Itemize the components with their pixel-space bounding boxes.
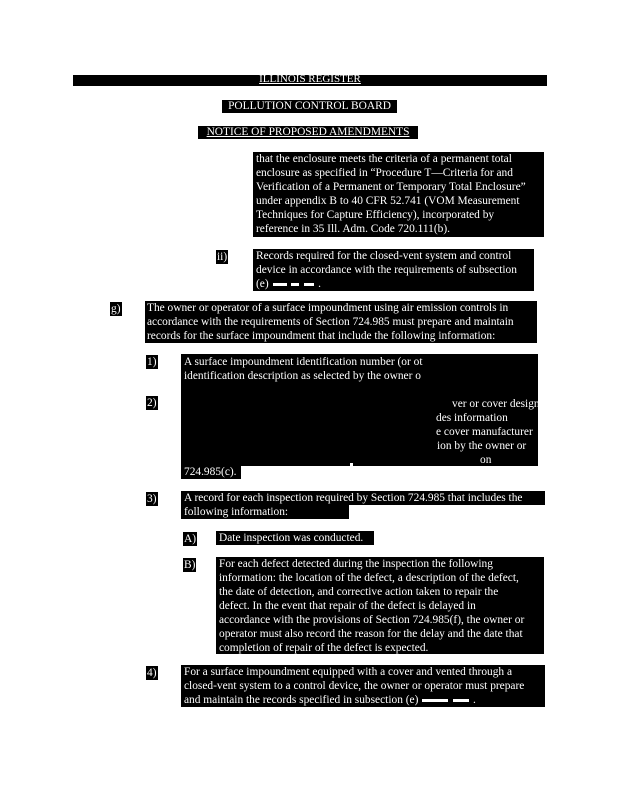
top-paragraph-line: enclosure as specified in “Procedure T—Criteria for and (256, 167, 513, 179)
redacted-mark (422, 699, 448, 702)
scan-speck (350, 463, 353, 466)
item-1-label: 1) (147, 356, 157, 368)
item-2-fragment: on (480, 454, 492, 466)
item-g-label: g) (111, 303, 121, 315)
redacted-mark (453, 699, 469, 702)
redacted-mark (273, 283, 287, 286)
item-A-label: A) (184, 533, 197, 545)
item-2-fragment: des information (436, 412, 508, 424)
register-title: ILLINOIS REGISTER (259, 73, 361, 85)
item-B-line: the date of detection, and corrective action taken to repair the (219, 586, 499, 598)
item-4-line: For a surface impoundment equipped with a cover and vented through a (184, 666, 513, 678)
item-B-line: completion of repair of the defect is expected. (219, 642, 429, 654)
item-1-line: identification description as selected by the owner o (184, 370, 421, 382)
item-g-line: The owner or operator of a surface impoundment using air emission controls in (147, 302, 509, 314)
item-B-line: information: the location of the defect, a description of the defect, (219, 572, 519, 584)
item-ii-ref: (e) (256, 278, 269, 290)
redacted-mark (304, 283, 314, 286)
item-g-line: accordance with the requirements of Section 724.985 must prepare and maintain (147, 316, 514, 328)
item-B-line: accordance with the provisions of Section 724.985(f), the owner or (219, 614, 525, 626)
item-A-text: Date inspection was conducted. (219, 532, 364, 544)
item-2-fragment: ver or cover design, (452, 398, 543, 410)
top-paragraph-line: Techniques for Capture Efficiency), incorporated by (256, 209, 495, 221)
top-paragraph-line: reference in 35 Ill. Adm. Code 720.111(b). (256, 223, 451, 235)
item-ii-tail: . (318, 278, 321, 290)
item-4-tail: . (472, 694, 476, 706)
item-4-line-last (184, 693, 476, 707)
item-ii-line: Records required for the closed-vent system and control (256, 250, 512, 262)
item-3-line: A record for each inspection required by Section 724.985 that includes the (184, 492, 523, 504)
item-B-line: For each defect detected during the inspection the following (219, 558, 493, 570)
item-2-fragment: e cover manufacturer (436, 426, 533, 438)
item-4-line: closed-vent system to a control device, the owner or operator must prepare (184, 680, 525, 692)
board-title: POLLUTION CONTROL BOARD (228, 100, 391, 112)
item-3-label: 3) (147, 493, 157, 505)
top-paragraph-line: under appendix B to 40 CFR 52.741 (VOM Measurement (256, 195, 520, 207)
top-paragraph-line: Verification of a Permanent or Temporary Total Enclosure” (256, 181, 526, 193)
item-ii-line-last (256, 277, 321, 291)
notice-title: NOTICE OF PROPOSED AMENDMENTS (206, 126, 410, 138)
item-1-line: A surface impoundment identification number (or ot (184, 356, 423, 368)
item-3-line: following information: (184, 506, 289, 518)
item-B-label: B) (184, 559, 196, 571)
item-2-fragment: ion by the owner or (437, 440, 527, 452)
item-ii-line: device in accordance with the requirements of subsection (256, 264, 517, 276)
top-paragraph-line: that the enclosure meets the criteria of a permanent total (256, 153, 512, 165)
redacted-mark (291, 283, 299, 286)
item-4-label: 4) (147, 667, 157, 679)
item-B-line: operator must also record the reason for the delay and the date that (219, 628, 523, 640)
item-4-ref: and maintain the records specified in subsection (e) (184, 694, 419, 706)
item-ii-label: ii) (217, 251, 228, 263)
item-g-line: records for the surface impoundment that include the following information: (147, 330, 496, 342)
item-B-line: defect. In the event that repair of the defect is delayed in (219, 600, 476, 612)
item-2-label: 2) (147, 397, 157, 409)
item-2-last-line: 724.985(c). (184, 466, 237, 478)
